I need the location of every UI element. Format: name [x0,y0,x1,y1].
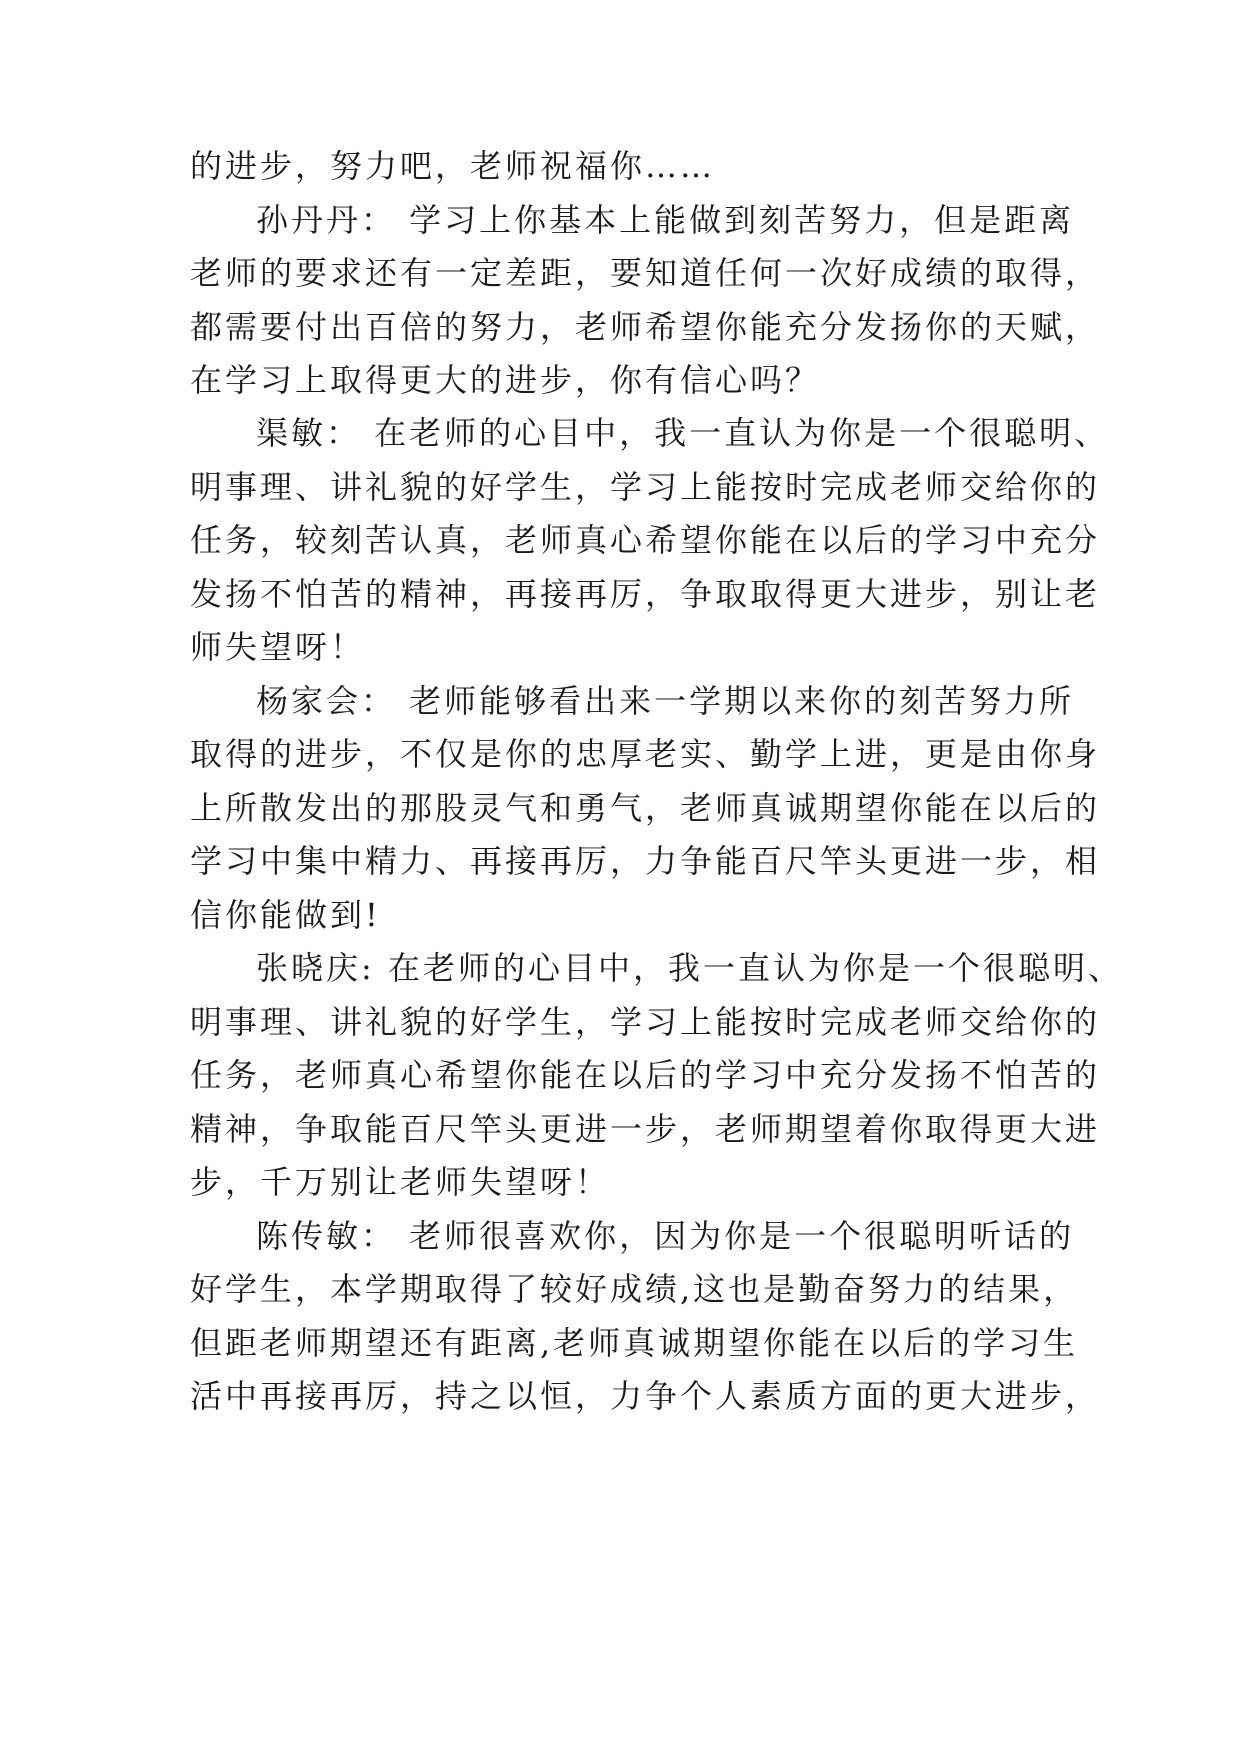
text-line: 都需要付出百倍的努力，老师希望你能充分发扬你的天赋， [190,308,1101,346]
text-line: 在学习上取得更大的进步，你有信心吗？ [190,361,821,399]
paragraph-first-line: 杨家会： 老师能够看出来一学期以来你的刻苦努力所 [256,682,1075,720]
text-line: 任务，老师真心希望你能在以后的学习中充分发扬不怕苦的 [190,1056,1101,1094]
text-line: 发扬不怕苦的精神，再接再厉，争取取得更大进步，别让老 [190,575,1101,613]
text-line: 师失望呀！ [190,628,366,666]
paragraph-first-line: 渠敏： 在老师的心目中，我一直认为你是一个很聪明、 [256,414,1110,452]
text-line: 的进步，努力吧，老师祝福你…… [190,147,716,185]
text-line: 学习中集中精力、再接再厉，力争能百尺竿头更进一步，相 [190,842,1101,880]
text-line: 活中再接再厉，持之以恒，力争个人素质方面的更大进步， [190,1377,1101,1415]
text-line: 但距老师期望还有距离,老师真诚期望你能在以后的学习生 [190,1324,1079,1362]
paragraph-first-line: 陈传敏： 老师很喜欢你，因为你是一个很聪明听话的 [256,1217,1075,1255]
text-line: 取得的进步，不仅是你的忠厚老实、勤学上进，更是由你身 [190,735,1101,773]
text-line: 老师的要求还有一定差距，要知道任何一次好成绩的取得， [190,254,1101,292]
text-line: 精神，争取能百尺竿头更进一步，老师期望着你取得更大进 [190,1110,1101,1148]
text-line: 上所散发出的那股灵气和勇气，老师真诚期望你能在以后的 [190,789,1101,827]
text-line: 明事理、讲礼貌的好学生，学习上能按时完成老师交给你的 [190,1003,1101,1041]
text-line: 明事理、讲礼貌的好学生，学习上能按时完成老师交给你的 [190,468,1101,506]
paragraph-first-line: 孙丹丹： 学习上你基本上能做到刻苦努力，但是距离 [256,201,1075,239]
text-line: 步，千万别让老师失望呀！ [190,1163,611,1201]
paragraph-first-line: 张晓庆: 在老师的心目中，我一直认为你是一个很聪明、 [256,949,1123,987]
text-line: 信你能做到! [190,896,381,934]
text-line: 好学生，本学期取得了较好成绩,这也是勤奋努力的结果， [190,1270,1079,1308]
text-line: 任务，较刻苦认真，老师真心希望你能在以后的学习中充分 [190,521,1101,559]
